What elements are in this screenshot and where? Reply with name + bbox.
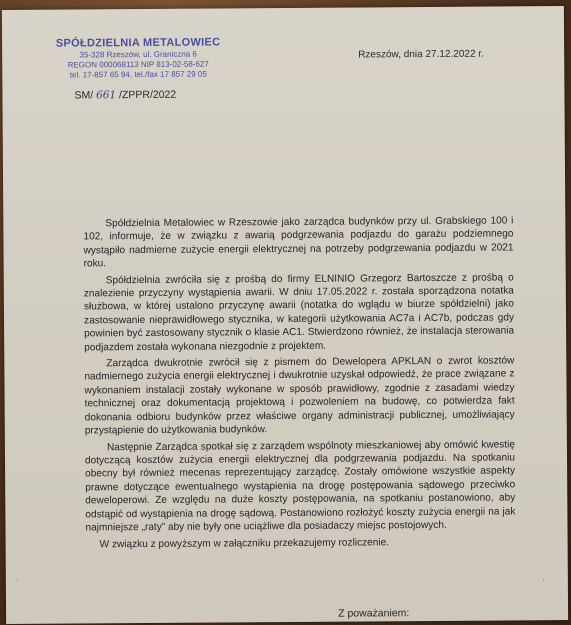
margin-tick-mark: ˈ (541, 578, 545, 589)
paragraph-2: Spółdzielnia zwróciła się z prośbą do firmy ELNINIO Grzegorz Bartoszcze z prośbą o znalezienie przyczyny wystąpienia awarii. W dniu 17.05.2022 r. została sporządzona notatka służbowa, w której ustalono przyczynę awarii (notatka do wglądu w biurze spółdzielni) jako zastosowanie nieprawidłowego stycznika, w kategorii użytkowania AC7a i AC7b, podczas gdy powinien być zastosowany stycznik o klasie AC1. Stwierdzono również, że instalacja sterowania podjazdem została wykonana niezgodnie z projektem. (83, 272, 515, 354)
paragraph-1: Spółdzielnia Metalowiec w Rzeszowie jako zarządca budynków przy ul. Grabskiego 100 i 102, informuje, że w związku z awarią podgrzewania podjazdu do garażu podziemnego wystąpiło nadmierne zużycie energii elektrycznej na potrzeby podgrzewania podjazdu w 2021 roku. (83, 215, 514, 270)
sender-phone: tel. 17-857 65 94, tel./fax 17 857 29 05 (69, 69, 207, 80)
sender-stamp (48, 36, 228, 80)
margin-tick-mark: ˈ (15, 577, 19, 588)
sender-regon: REGON 000068113 NIP 813-02-58-627 (67, 59, 209, 70)
reference-suffix: /ZPPR/2022 (118, 88, 177, 102)
signature-greeting: Z poważaniem: (338, 607, 410, 620)
reference-handwritten-number: 661 (96, 89, 117, 102)
closing-line: W związku z powyższym w załączniku przekazujemy rozliczenie. (99, 537, 390, 551)
sender-address: 35-328 Rzeszów, ul. Graniczna 6 (79, 49, 197, 60)
reference-prefix: SM/ (74, 89, 94, 102)
sender-name: SPÓŁDZIELNIA METALOWIEC (55, 36, 221, 50)
letter-body (83, 214, 515, 555)
reference-number (74, 89, 176, 102)
paragraph-3: Zarządca dwukrotnie zwrócił się z pismem do Dewelopera APKLAN o zwrot kosztów nadmiernego zużycia energii elektrycznej i dwukrotnie uzyskał odpowiedź, że prace związane z wykonaniem instalacji zostały wykonane w sposób prawidłowy, zgodnie z zasadami wiedzy technicznej oraz dokumentacją projektową i pozwoleniem na budowę, co potwierdza fakt dokonania odbioru budynków przez właściwe organy administracji publicznej, umożliwiający przystąpienie do użytkowania budynków. (84, 355, 515, 437)
letter-sheet (2, 6, 568, 624)
paragraph-4: Następnie Zarządca spotkał się z zarządem wspólnoty mieszkaniowej aby omówić kwestię dotyczącą kosztów zużycia energii elektrycznej dla podgrzewania podjazdu. Na spotkaniu obecny był również mecenas reprezentujący zarządcę. Zostały omówione wszystkie aspekty prawne dotyczące ewentualnego wystąpienia na drogę postępowania sądowego przeciwko deweloperowi. Ze względu na duże koszty postępowania, na spotkaniu postanowiono, aby odstąpić od wystąpienia na drogę sądową. Postanowiono rozłożyć koszty zużycia energii na jak najmniejsze „raty” aby nie były one uciążliwe dla posiadaczy miejsc postojowych. (84, 438, 516, 534)
letter-date: Rzeszów, dnia 27.12.2022 r. (358, 48, 484, 61)
